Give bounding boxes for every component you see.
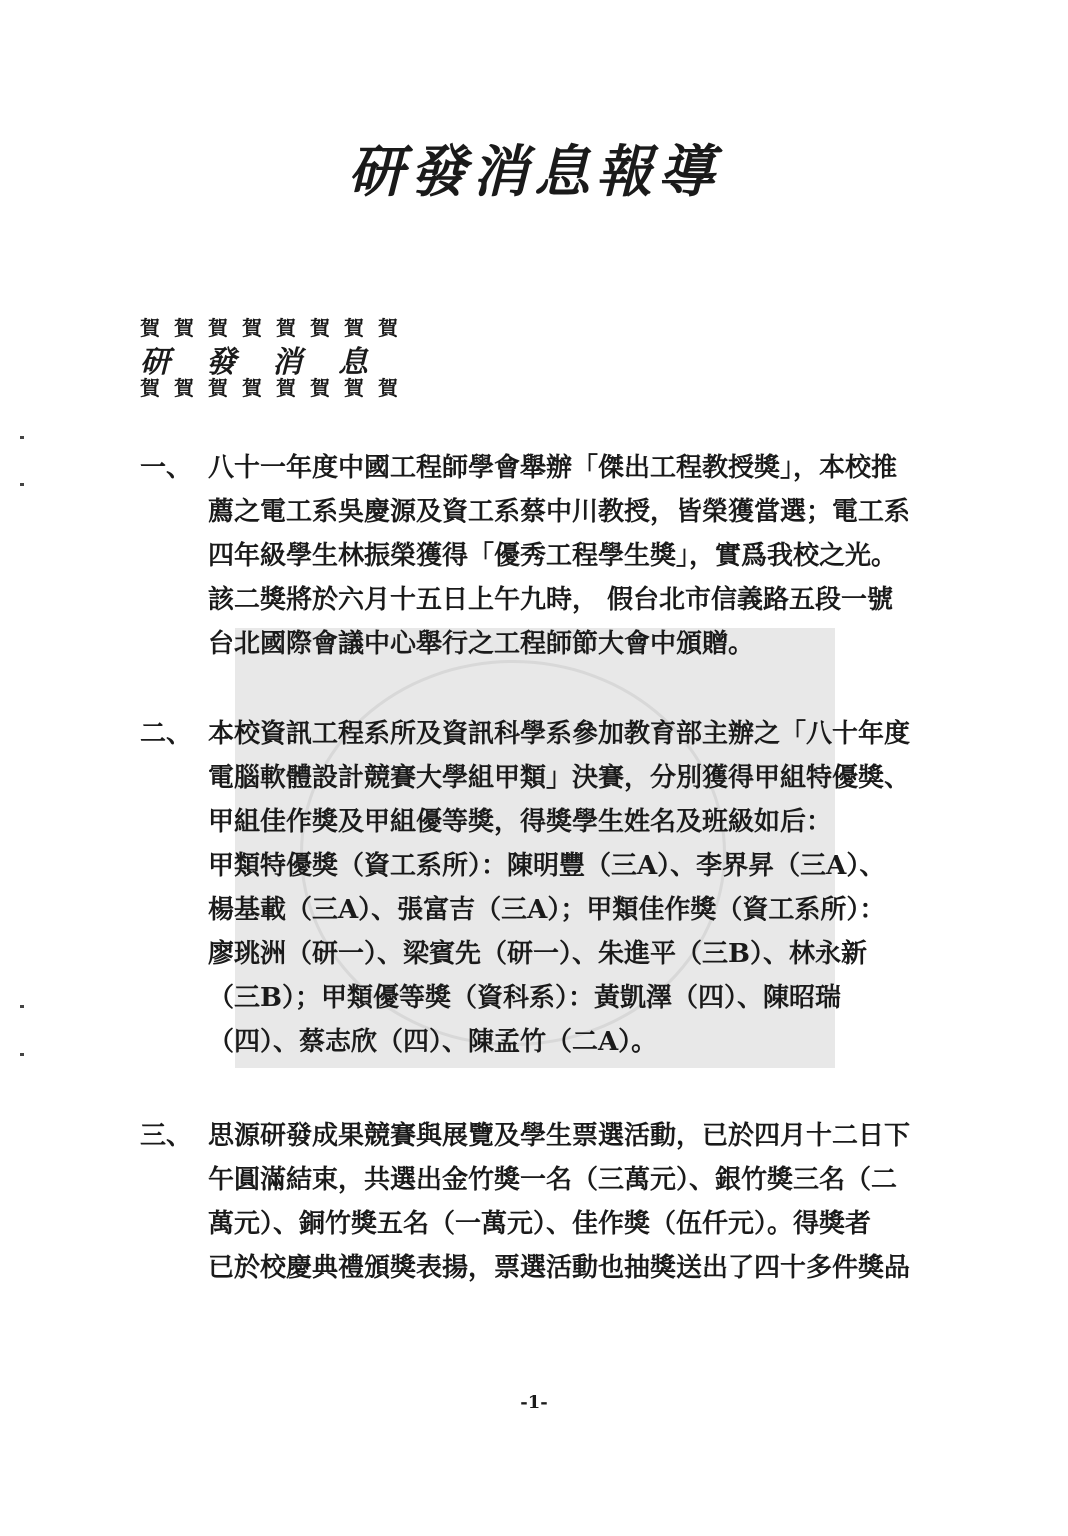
margin-mark	[20, 1053, 24, 1056]
text-line: 電腦軟體設計競賽大學組甲類」決賽，分別獲得甲組特優獎、	[208, 763, 911, 793]
news-item-1	[140, 446, 920, 666]
item-text	[208, 1114, 920, 1290]
item-text	[208, 446, 920, 666]
page-title: 研發消息報導	[348, 139, 720, 205]
text-line: 廖珧洲（研一）、梁賓先（研一）、朱進平（三B）、林永新	[208, 939, 867, 969]
text-line: （三B）；甲類優等獎（資科系）：黃凱澤（四）、陳昭瑞	[208, 983, 841, 1013]
text-line: 楊基載（三A）、張富吉（三A）；甲類佳作獎（資工系所）：	[208, 895, 886, 925]
text-line: 本校資訊工程系所及資訊科學系參加教育部主辦之「八十年度	[208, 719, 911, 749]
news-item-2	[140, 712, 920, 1064]
text-line: 萬元）、銅竹獎五名（一萬元）、佳作獎（伍仟元）。得獎者	[208, 1209, 872, 1239]
text-line: 台北國際會議中心舉行之工程師節大會中頒贈。	[208, 629, 755, 659]
margin-mark	[20, 436, 24, 439]
section-label: 研發消息	[140, 345, 404, 380]
item-text	[208, 712, 920, 1064]
margin-mark	[20, 1005, 24, 1008]
text-line: 四年級學生林振榮獲得「優秀工程學生獎」，實爲我校之光。	[208, 541, 898, 571]
item-number: 三、	[140, 1121, 193, 1151]
text-line: （四）、蔡志欣（四）、陳孟竹（二A）。	[208, 1027, 658, 1057]
text-line: 已於校慶典禮頒獎表揚，票選活動也抽獎送出了四十多件獎品	[208, 1253, 911, 1283]
text-line: 午圓滿結束，共選出金竹獎一名（三萬元）、銀竹獎三名（二	[208, 1165, 898, 1195]
decorative-row-bottom: 賀賀賀賀賀賀賀賀	[140, 376, 412, 400]
text-line: 甲組佳作獎及甲組優等獎，得獎學生姓名及班級如后：	[208, 807, 833, 837]
item-number: 二、	[140, 719, 193, 749]
text-line: 思源研發成果競賽與展覽及學生票選活動，已於四月十二日下	[208, 1121, 911, 1151]
margin-mark	[20, 483, 24, 486]
decorative-row-top: 賀賀賀賀賀賀賀賀	[140, 316, 412, 340]
item-number: 一、	[140, 453, 193, 483]
page-number: -1-	[520, 1392, 548, 1413]
text-line: 該二獎將於六月十五日上午九時， 假台北市信義路五段一號	[208, 585, 894, 615]
text-line: 甲類特優獎（資工系所）：陳明豐（三A）、李界昇（三A）、	[208, 851, 886, 881]
news-item-3	[140, 1114, 920, 1290]
text-line: 八十一年度中國工程師學會舉辦「傑出工程教授獎」，本校推	[208, 453, 898, 483]
text-line: 薦之電工系吳慶源及資工系蔡中川教授，皆榮獲當選；電工系	[208, 497, 911, 527]
